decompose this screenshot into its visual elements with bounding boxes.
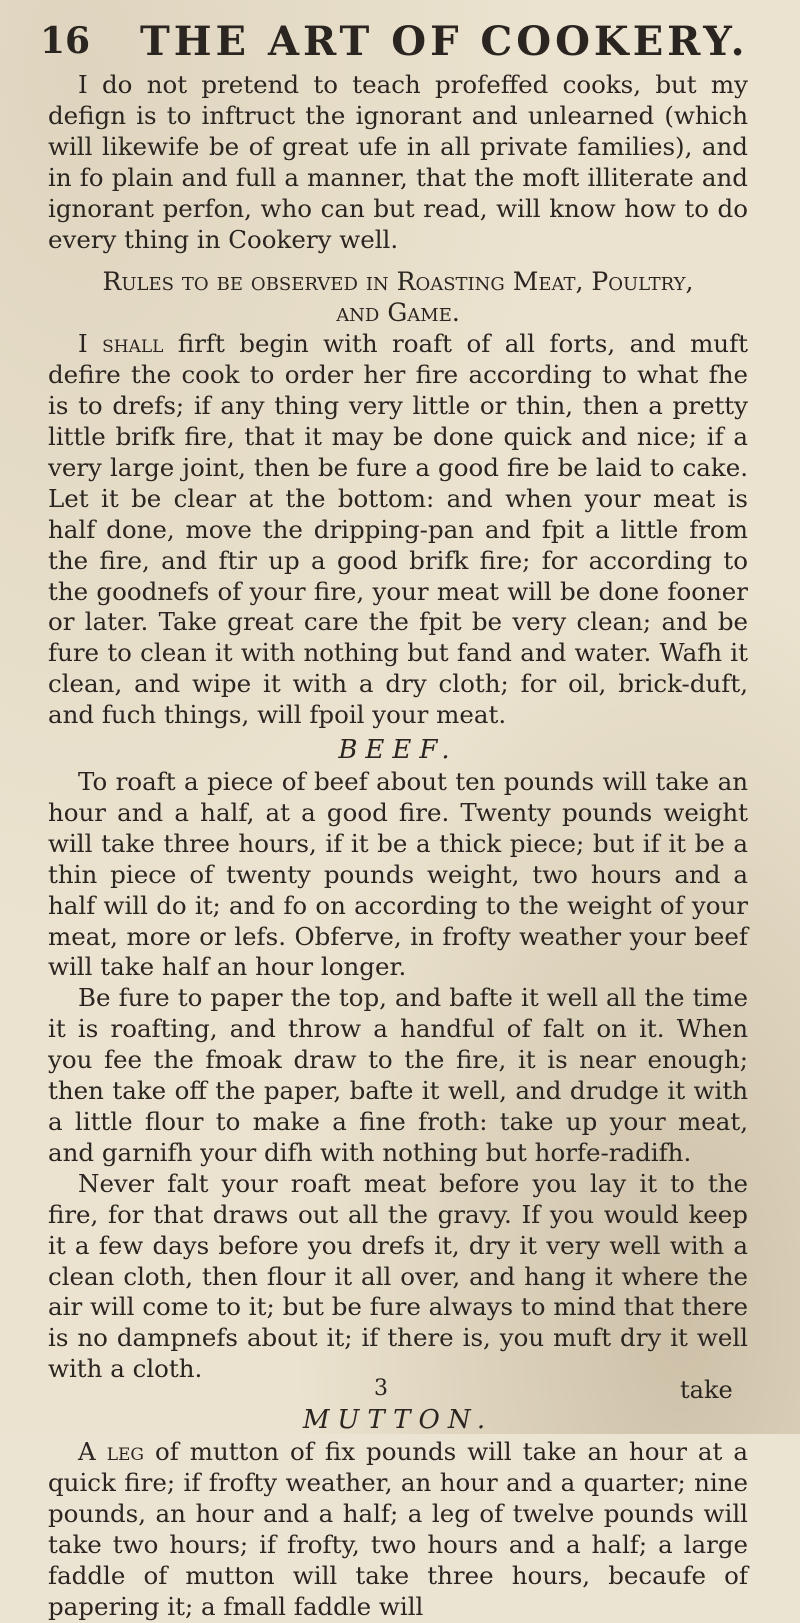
page-number: 16 xyxy=(40,20,91,62)
body-text xyxy=(48,70,748,1623)
catchword: take xyxy=(680,1376,733,1404)
beef-paragraph-3: Never falt your roaft meat before you lay it to the fire, for that draws out all the gravy. If you would keep it a few days before you drefs it, dry it very well with a clean cloth, then flour it all over, and hang it where the air will come to it; but be fure always to mind that there is no dampnefs about it; if there is, you muft dry it well with a cloth. xyxy=(48,1168,748,1384)
mutton-text: of mutton of fix pounds will take an hour at a quick fire; if frofty weather, an hour and a quarter; nine pounds, an hour and a half; a leg of twelve pounds will take two hours; if frofty, two hours and a half; a large faddle of mutton will take three hours, becaufe of papering it; a fmall faddle will xyxy=(48,1437,748,1621)
mutton-lead: A leg xyxy=(78,1437,144,1467)
roasting-lead: I shall xyxy=(78,329,164,359)
section-title-line1: Rules to be observed in Roasting Meat, Poultry, xyxy=(102,267,694,297)
intro-paragraph: I do not pretend to teach profeffed cooks, but my defign is to inftruct the ignorant and unlearned (which will likewife be of great ufe in all private families), and in fo plain and full a manner, that the moft illiterate and ignorant perfon, who can but read, will know how to do every thing in Cookery well. xyxy=(48,70,748,254)
beef-paragraph-2: Be fure to paper the top, and bafte it well all the time it is roafting, and throw a handful of falt on it. When you fee the fmoak draw to the fire, it is near enough; then take off the paper, bafte it well, and drudge it with a little flour to make a fine froth: take up your meat, and garnifh your difh with nothing but horfe-radifh. xyxy=(48,983,748,1167)
beef-paragraph-1: To roaft a piece of beef about ten pounds will take an hour and a half, at a good fire. Twenty pounds weight will take three hours, if it be a thick piece; but if it be a thin piece of twenty pounds weight, two hours and a half will do it; and fo on according to the weight of your meat, more or lefs. Obferve, in frofty weather your beef will take half an hour longer. xyxy=(48,767,748,982)
signature-mark: 3 xyxy=(374,1376,388,1401)
mutton-heading: MUTTON. xyxy=(302,1405,494,1436)
page-heading: THE ART OF COOKERY. xyxy=(140,17,749,65)
roasting-paragraph xyxy=(48,329,748,731)
roasting-text: firft begin with roaft of all forts, and muft defire the cook to order her fire according to what fhe is to drefs; if any thing very little or thin, then a pretty little brifk fire, that it may be done quick and nice; if a very large joint, then be fure a good fire be laid to cake. Let it be clear at the bottom: and when your meat is half done, move the dripping-pan and fpit a little from the fire, and ftir up a good brifk fire; for according to the goodnefs of your fire, your meat will be done fooner or later. Take great care the fpit be very clean; and be fure to clean it with nothing but fand and water. Wafh it clean, and wipe it with a dry cloth; for oil, brick-duft, and fuch things, will fpoil your meat. xyxy=(48,329,748,730)
running-head xyxy=(40,14,760,68)
beef-heading: BEEF. xyxy=(338,735,458,766)
mutton-paragraph xyxy=(48,1437,748,1622)
section-title-line2: and Game. xyxy=(336,298,460,328)
section-title xyxy=(48,267,748,329)
